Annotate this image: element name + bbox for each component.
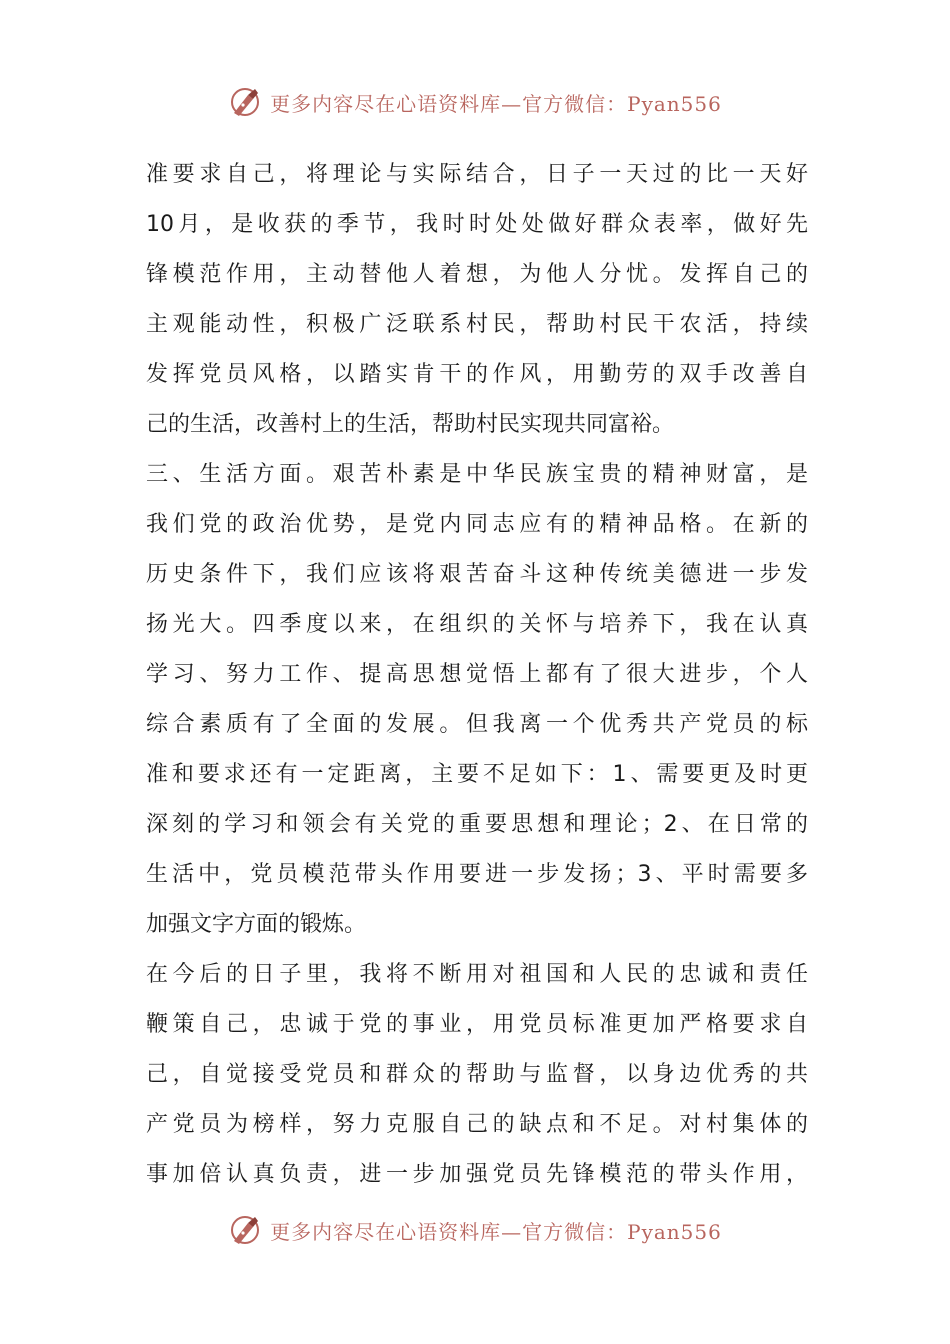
pen-nib-seal-icon (228, 85, 262, 119)
text-line: 主观能动性，积极广泛联系村民，帮助村民干农活，持续 (146, 312, 808, 337)
document-body (146, 150, 808, 1200)
text-line: 产党员为榜样，努力克服自己的缺点和不足。对村集体的 (146, 1112, 808, 1137)
text-line: 学习、努力工作、提高思想觉悟上都有了很大进步，个人 (146, 662, 808, 687)
text-line: 准要求自己，将理论与实际结合，日子一天过的比一天好 (146, 162, 808, 187)
header-banner-text: 更多内容尽在心语资料库—官方微信：Pyan556 (270, 91, 722, 116)
text-line: 加强文字方面的锻炼。 (146, 912, 367, 937)
text-line: 扬光大。四季度以来，在组织的关怀与培养下，我在认真 (146, 612, 808, 637)
pen-nib-seal-icon (228, 1213, 262, 1247)
text-line: 在今后的日子里，我将不断用对祖国和人民的忠诚和责任 (146, 962, 808, 987)
text-line: 锋模范作用，主动替他人着想，为他人分忧。发挥自己的 (146, 262, 808, 287)
header-watermark (0, 80, 950, 124)
text-line: 生活中，党员模范带头作用要进一步发扬；3、平时需要多 (146, 862, 808, 887)
text-line: 准和要求还有一定距离，主要不足如下：1、需要更及时更 (146, 762, 808, 787)
text-line: 鞭策自己，忠诚于党的事业，用党员标准更加严格要求自 (146, 1012, 808, 1037)
text-line: 历史条件下，我们应该将艰苦奋斗这种传统美德进一步发 (146, 562, 808, 587)
text-line: 我们党的政治优势，是党内同志应有的精神品格。在新的 (146, 512, 808, 537)
footer-banner-text: 更多内容尽在心语资料库—官方微信：Pyan556 (270, 1219, 722, 1244)
text-line: 深刻的学习和领会有关党的重要思想和理论；2、在日常的 (146, 812, 808, 837)
text-line: 综合素质有了全面的发展。但我离一个优秀共产党员的标 (146, 712, 808, 737)
text-line: 事加倍认真负责，进一步加强党员先锋模范的带头作用， (146, 1162, 808, 1187)
text-line: 10月，是收获的季节，我时时处处做好群众表率，做好先 (146, 212, 808, 237)
footer-watermark (0, 1208, 950, 1252)
text-line: 发挥党员风格，以踏实肯干的作风，用勤劳的双手改善自 (146, 362, 808, 387)
text-line: 三、生活方面。艰苦朴素是中华民族宝贵的精神财富，是 (146, 462, 808, 487)
text-line: 己，自觉接受党员和群众的帮助与监督，以身边优秀的共 (146, 1062, 808, 1087)
text-line: 己的生活，改善村上的生活，帮助村民实现共同富裕。 (146, 412, 675, 437)
